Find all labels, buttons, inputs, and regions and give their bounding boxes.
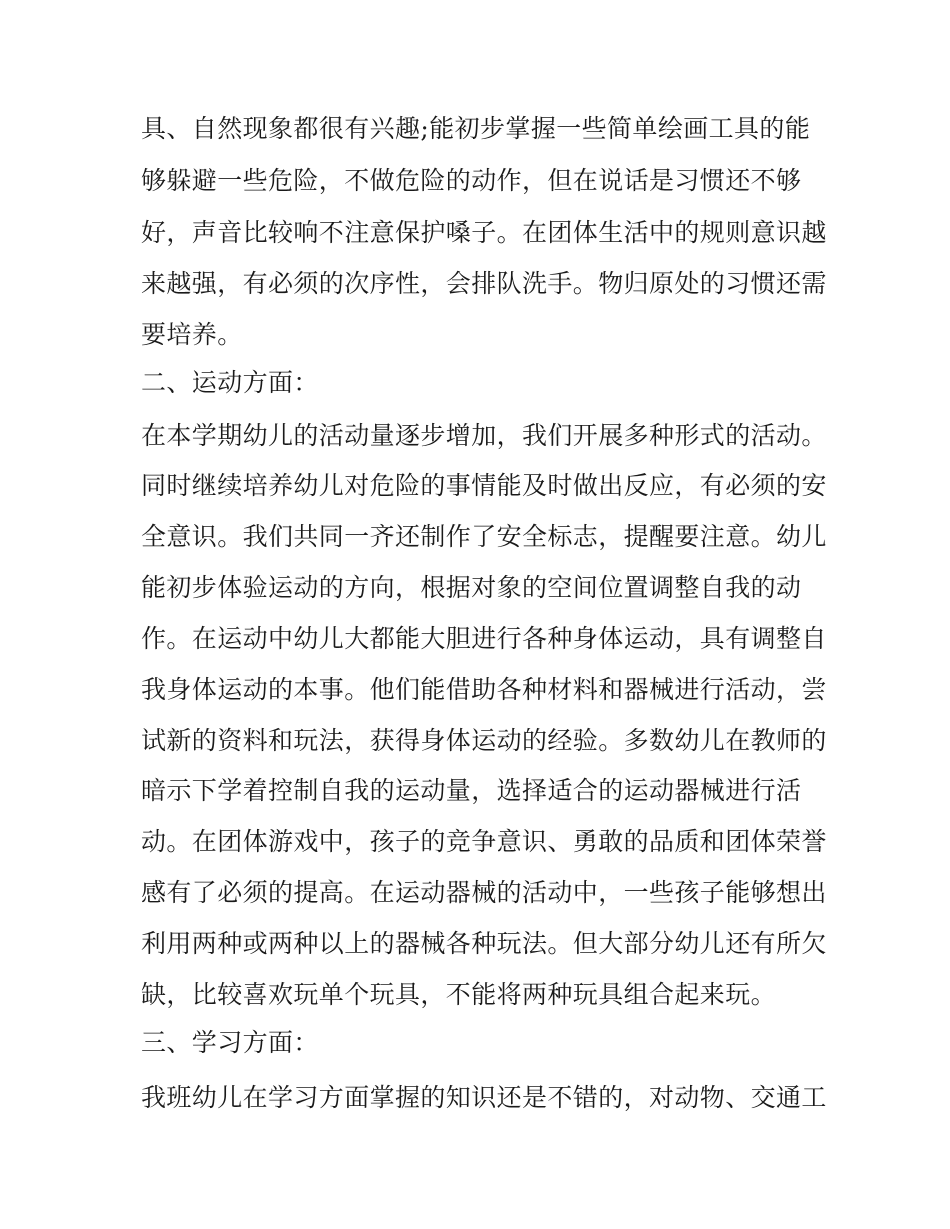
text-line-1: 具、自然现象都很有兴趣;能初步掌握一些简单绘画工具的能 xyxy=(141,114,811,143)
text-line-12: 我身体运动的本事。他们能借助各种材料和器械进行活动，尝 xyxy=(141,675,827,704)
text-line-2: 够躲避一些危险，不做危险的动作，但在说话是习惯还不够 xyxy=(141,166,802,195)
text-line-9: 全意识。我们共同一齐还制作了安全标志，提醒要注意。幼儿 xyxy=(141,522,827,551)
text-line-7: 在本学期幼儿的活动量逐步增加，我们开展多种形式的活动。 xyxy=(141,421,827,450)
text-line-5: 要培养。 xyxy=(141,320,243,349)
section-heading-learning: 三、学习方面： xyxy=(141,1028,319,1057)
text-line-4: 来越强，有必须的次序性，会排队洗手。物归原处的习惯还需 xyxy=(141,269,827,298)
text-line-16: 感有了必须的提高。在运动器械的活动中，一些孩子能够想出 xyxy=(141,878,827,907)
text-line-11: 作。在运动中幼儿大都能大胆进行各种身体运动，具有调整自 xyxy=(141,624,827,653)
text-line-10: 能初步体验运动的方向，根据对象的空间位置调整自我的动 xyxy=(141,573,802,602)
text-line-15: 动。在团体游戏中，孩子的竞争意识、勇敢的品质和团体荣誉 xyxy=(141,827,827,856)
text-line-17: 利用两种或两种以上的器械各种玩法。但大部分幼儿还有所欠 xyxy=(141,929,827,958)
text-line-13: 试新的资料和玩法，获得身体运动的经验。多数幼儿在教师的 xyxy=(141,726,827,755)
text-line-20: 我班幼儿在学习方面掌握的知识还是不错的，对动物、交通工 xyxy=(141,1083,827,1112)
section-heading-sports: 二、运动方面： xyxy=(141,368,319,397)
text-line-14: 暗示下学着控制自我的运动量，选择适合的运动器械进行活 xyxy=(141,776,802,805)
text-line-8: 同时继续培养幼儿对危险的事情能及时做出反应，有必须的安 xyxy=(141,471,827,500)
text-line-3: 好，声音比较响不注意保护嗓子。在团体生活中的规则意识越 xyxy=(141,218,827,247)
text-line-18: 缺，比较喜欢玩单个玩具，不能将两种玩具组合起来玩。 xyxy=(141,980,777,1009)
